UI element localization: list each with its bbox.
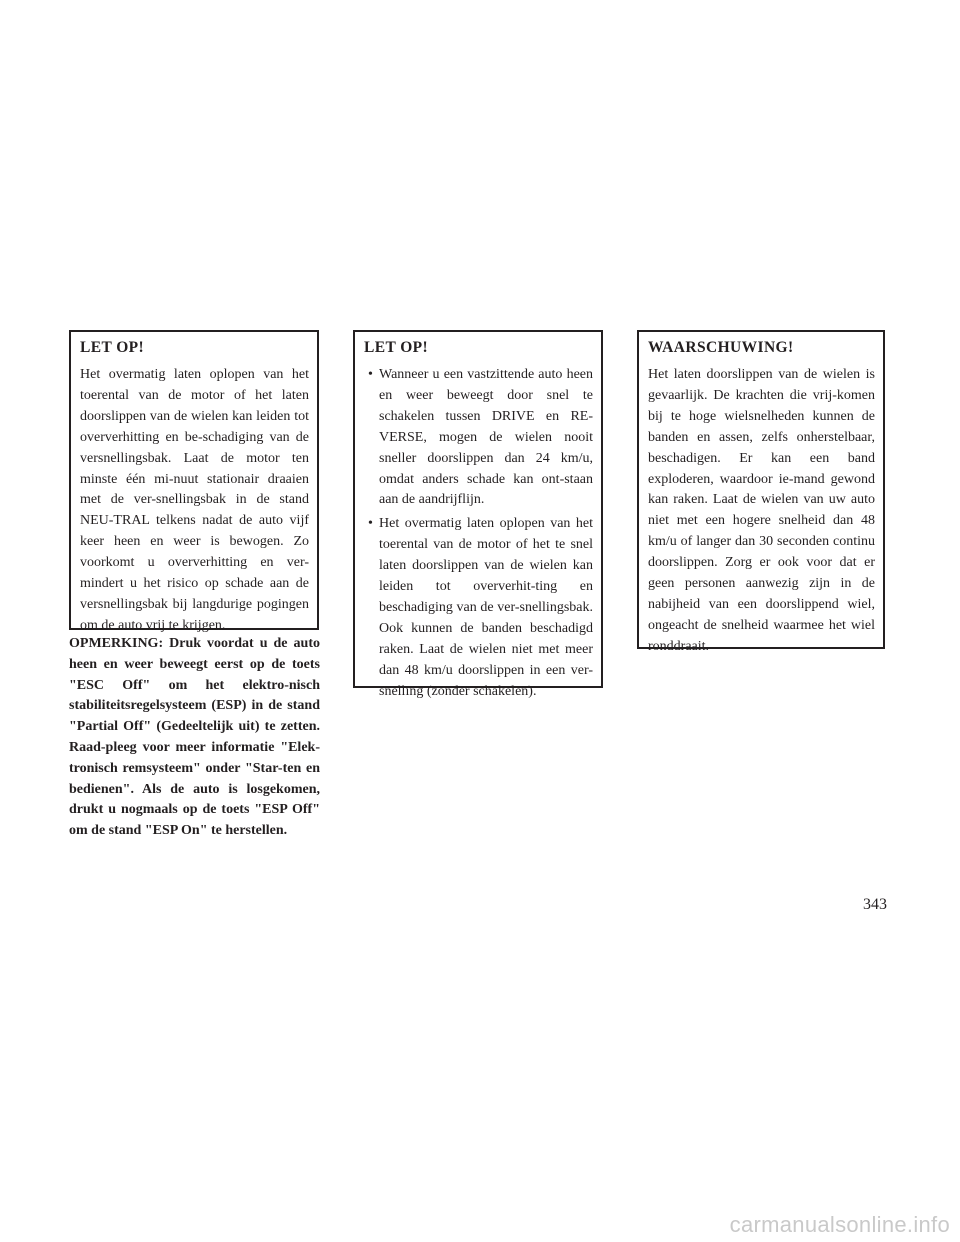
caution-bullet-item: • Het overmatig laten oplopen van het toerental van de motor of het te snel laten doorslippen van de wielen kan leiden tot oververhit-ting en beschadiging van de ver-snellingsbak. Ook kunnen de banden beschadigd raken. Laat de wielen niet met meer dan 48 km/u doorslippen in een ver-snelling (zonder schakelen). (364, 514, 593, 702)
watermark-text: carmanualsonline.info (729, 1212, 950, 1237)
caution-title-1: LET OP! (80, 339, 145, 356)
caution-box-1 (69, 330, 319, 633)
warning-box (637, 330, 885, 654)
caution-text-1: Het overmatig laten oplopen van het toerental van de motor of het laten doorslippen van de wielen kan leiden tot oververhitting en be-schadiging van de versnellingsbak. Laat de motor ten minste één mi-nuut stationair draaien met de ver-snellingsbak in de stand NEU-TRAL telkens nadat de auto vijf keer heen en weer is bewogen. Zo voorkomt u oververhitting en ver-mindert u het risico op schade aan de versnellingsbak bij langdurige pogingen om de auto vrij te krijgen. (80, 367, 309, 633)
note-paragraph: OPMERKING: Druk voordat u de auto heen en weer beweegt eerst op de toets "ESC Off" om het elektro-nisch stabiliteitsregelsysteem (ESP) in de stand "Partial Off" (Gedeeltelijk uit) te zetten. Raad-pleeg voor meer informatie "Elek-tronisch remsysteem" onder "Star-ten en bedienen". Als de auto is losgekomen, drukt u nogmaals op de toets "ESP Off" om de stand "ESP On" te herstellen. (69, 636, 320, 839)
page-number: 343 (863, 896, 887, 913)
caution-bullet-item: • Wanneer u een vastzittende auto heen en weer beweegt door snel te schakelen tussen DRIVE en RE-VERSE, mogen de wielen nooit sneller doorslippen dan 24 km/u, omdat anders schade kan ont-staan aan de aandrijflijn. (364, 365, 593, 511)
warning-title: WAARSCHUWING! (648, 339, 794, 356)
caution-title-2: LET OP! (364, 339, 429, 356)
caution-bullet-list (364, 365, 593, 703)
warning-text: Het laten doorslippen van de wielen is gevaarlijk. De krachten die vrij-komen bij te hoge wielsnelheden kunnen de banden en assen, zelfs onherstelbaar, beschadigen. Er kan een band exploderen, waardoor ie-mand gewond kan raken. Laat de wielen van uw auto niet met een hogere snelheid dan 48 km/u of langer dan 30 seconden continu doorslippen. Zorg er ook voor dat er geen personen aanwezig zijn in de nabijheid van een doorslippend wiel, ongeacht de snelheid waarmee het wiel ronddraait. (648, 367, 875, 654)
caution-box-2 (353, 330, 603, 699)
